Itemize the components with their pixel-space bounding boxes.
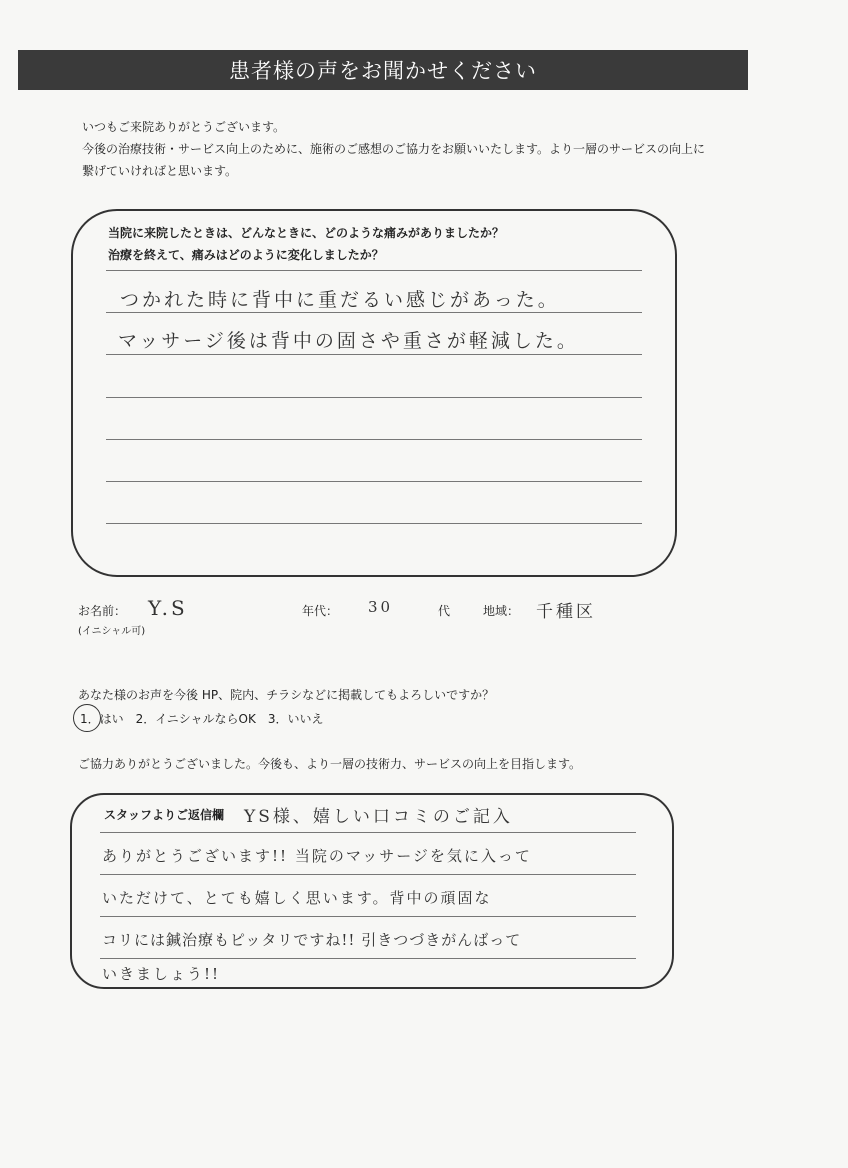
answer-rule — [106, 439, 642, 440]
reply-rule — [100, 958, 636, 959]
reply-rule — [100, 874, 636, 875]
area-value: 千種区 — [536, 602, 596, 622]
reply-line-2: ありがとうございます!! 当院のマッサージを気に入って — [102, 847, 532, 865]
consent-question: あなた様のお声を今後 HP、院内、チラシなどに掲載してもよろしいですか？ — [78, 688, 495, 702]
staff-reply-label: スタッフよりご返信欄 — [104, 808, 225, 822]
intro-text — [82, 116, 722, 182]
reply-rule — [100, 832, 636, 833]
answer-rule — [106, 354, 642, 355]
age-value: 30 — [368, 598, 394, 616]
thanks-message: ご協力ありがとうございました。今後も、より一層の技術力、サービスの向上を目指します。 — [78, 757, 582, 771]
name-sublabel: (イニシャル可) — [78, 626, 146, 637]
consent-options: 1．はい 2．イニシャルならOK 3．いいえ — [80, 712, 324, 726]
age-label: 年代： — [302, 604, 339, 618]
reply-line-5: いきましょう!! — [102, 965, 221, 983]
reply-rule — [100, 916, 636, 917]
answer-rule — [106, 270, 642, 271]
question-2: 治療を終えて、痛みはどのように変化しましたか？ — [108, 248, 384, 262]
intro-line: いつもご来院ありがとうございます。 — [82, 120, 286, 134]
intro-line: 今後の治療技術・サービス向上のために、施術のご感想のご協力をお願いいたします。より一層のサービスの向上に — [82, 142, 706, 156]
reply-line-4: コリには鍼治療もピッタリですね!! 引きつづきがんばって — [102, 931, 522, 949]
page-title: 患者様の声をお聞かせください — [18, 50, 748, 90]
age-suffix: 代 — [438, 604, 451, 618]
answer-line-1: つかれた時に背中に重だるい感じがあった。 — [120, 289, 560, 311]
question-1: 当院に来院したときは、どんなときに、どのような痛みがありましたか？ — [108, 226, 505, 240]
answer-rule — [106, 481, 642, 482]
answer-rule — [106, 312, 642, 313]
name-value: Y.S — [148, 596, 188, 620]
name-label: お名前： — [78, 604, 127, 618]
answer-rule — [106, 397, 642, 398]
answer-rule — [106, 523, 642, 524]
feedback-box — [71, 209, 677, 577]
reply-line-1: YS様、嬉しい口コミのご記入 — [244, 807, 513, 827]
reply-line-3: いただけて、とても嬉しく思います。背中の頑固な — [102, 889, 492, 907]
area-label: 地域： — [483, 604, 520, 618]
intro-line: 繋げていければと思います。 — [82, 164, 238, 178]
answer-line-2: マッサージ後は背中の固さや重さが軽減した。 — [118, 330, 579, 352]
